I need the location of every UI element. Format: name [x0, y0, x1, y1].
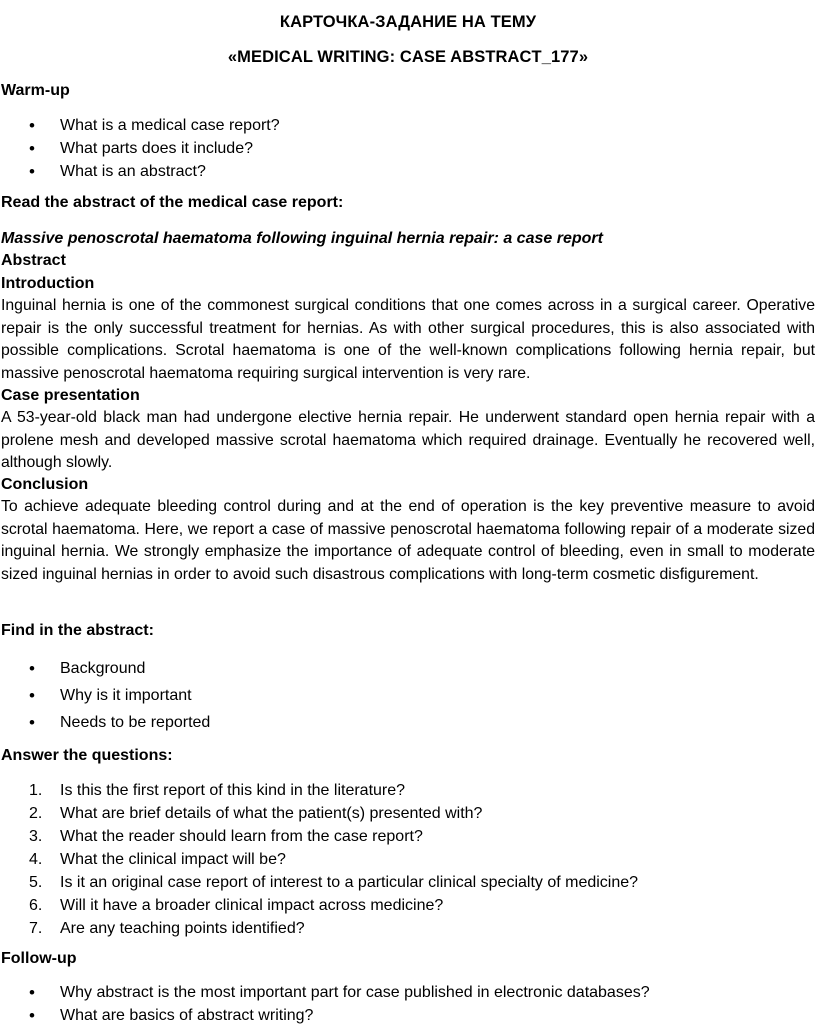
item-number: 4. [29, 851, 43, 868]
item-text: What are brief details of what the patient(s) presented with? [60, 805, 483, 822]
item-number: 3. [29, 828, 43, 845]
item-number: 2. [29, 805, 43, 822]
item-text: What the reader should learn from the case report? [60, 828, 423, 845]
read-heading: Read the abstract of the medical case report: [1, 194, 344, 211]
warmup-list [1, 114, 815, 183]
list-item: • Needs to be reported [1, 709, 815, 736]
item-number: 1. [29, 782, 43, 799]
list-item [1, 894, 815, 917]
list-item: • What is a medical case report? [1, 114, 815, 137]
conclusion-text: To achieve adequate bleeding control during and at the end of operation is the key preventive measure to avoid scrotal haematoma. Here, we report a case of massive penoscrotal haematoma following repair of a moderate sized inguinal hernia. We strongly emphasize the importance of adequate control of bleeding, even in small to moderate sized inguinal hernias in order to avoid such disastrous complications with long-term cosmetic disfigurement. [1, 498, 815, 583]
item-text: Is it an original case report of interest to a particular clinical specialty of medicine? [60, 874, 639, 891]
introduction-text: Inguinal hernia is one of the commonest surgical conditions that one comes across in a surgical career. Operative repair is the only successful treatment for hernias. As with other surgical procedures, this is also associated with possible complications. Scrotal haematoma is one of the well-known complications following hernia repair, but massive penoscrotal haematoma requiring surgical intervention is very rare. [1, 297, 815, 382]
list-item: • What is an abstract? [1, 160, 815, 183]
list-item: • Background [1, 655, 815, 682]
list-item: • Why abstract is the most important part for case published in electronic databases? [1, 981, 815, 1004]
followup-list [1, 981, 815, 1027]
list-item: • Why is it important [1, 682, 815, 709]
conclusion-label: Conclusion [1, 476, 89, 493]
item-text: Will it have a broader clinical impact across medicine? [60, 897, 444, 914]
abstract-label: Abstract [1, 252, 66, 269]
item-number: 7. [29, 920, 43, 937]
page-title: КАРТОЧКА-ЗАДАНИЕ НА ТЕМУ [279, 13, 537, 31]
item-number: 6. [29, 897, 43, 914]
questions-list [1, 779, 815, 940]
list-item [1, 825, 815, 848]
list-item [1, 871, 815, 894]
followup-heading: Follow-up [1, 950, 77, 967]
list-item [1, 848, 815, 871]
introduction-label: Introduction [1, 275, 95, 292]
warmup-heading: Warm-up [1, 82, 70, 99]
item-text: What the clinical impact will be? [60, 851, 286, 868]
item-number: 5. [29, 874, 43, 891]
find-heading: Find in the abstract: [1, 622, 154, 639]
answer-heading: Answer the questions: [1, 747, 173, 764]
list-item: • What are basics of abstract writing? [1, 1004, 815, 1027]
list-item [1, 917, 815, 940]
list-item [1, 779, 815, 802]
list-item: • What parts does it include? [1, 137, 815, 160]
find-list [1, 655, 815, 736]
article-title: Massive penoscrotal haematoma following inguinal hernia repair: a case report [1, 230, 603, 247]
page-subtitle: «MEDICAL WRITING: CASE ABSTRACT_177» [227, 48, 589, 66]
case-presentation-text: A 53-year-old black man had undergone elective hernia repair. He underwent standard open hernia repair with a prolene mesh and developed massive scrotal haematoma which required drainage. Eventually he recovered well, although slowly. [1, 409, 815, 471]
item-text: Is this the first report of this kind in the literature? [60, 782, 406, 799]
list-item [1, 802, 815, 825]
case-presentation-label: Case presentation [1, 387, 140, 404]
item-text: Are any teaching points identified? [60, 920, 305, 937]
